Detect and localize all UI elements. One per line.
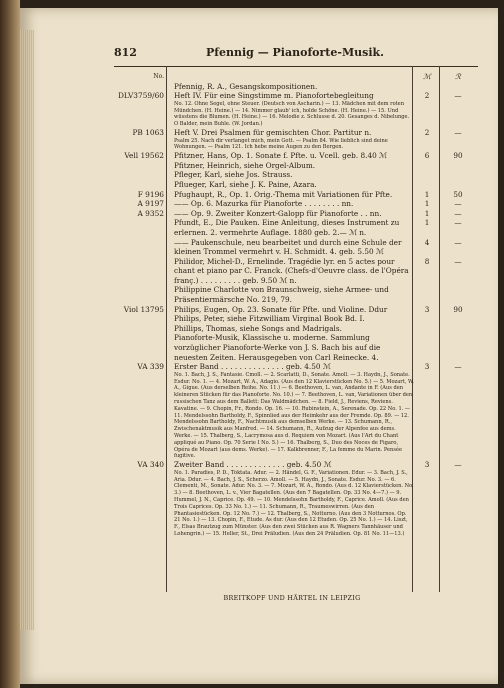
- page-number: 812: [114, 46, 137, 59]
- column-header-row: [114, 72, 478, 82]
- entry-price-pf: [440, 470, 476, 538]
- catalog-entry: [114, 101, 478, 128]
- entry-number: [114, 238, 168, 257]
- entry-number: VA 339: [137, 362, 164, 372]
- entry-price-pf: 90: [453, 151, 463, 161]
- entry-number: [114, 285, 168, 304]
- entry-price-mark: [414, 180, 440, 190]
- entry-number: PB 1063: [132, 127, 164, 137]
- entry-price-mark: [414, 372, 440, 460]
- entry-number: Vell 19562: [124, 151, 164, 161]
- entry-price-mark: [414, 285, 440, 304]
- entry-number: [114, 314, 168, 324]
- entry-text: Philidor, Michel-D., Ernelinde. Tragédie lyr. en 5 actes pour chant et piano par C. Franck. (Chefs-d'Oeuvre class. de l'Opéra franç.) . . . . . . . . . geb. 9.50 ℳ n.: [174, 256, 409, 285]
- entry-price-pf: 50: [453, 189, 463, 199]
- entry-number: VA 340: [137, 460, 164, 470]
- entry-number: [114, 333, 168, 362]
- entry-text: Philippine Charlotte von Braunschweig, siehe Armee- und Präsentiermärsche No. 219, 79.: [174, 285, 389, 305]
- entry-price-mark: 3: [424, 304, 430, 314]
- entry-text: Pfennig, R. A., Gesangskompositionen.: [174, 81, 318, 91]
- column-header-mark: ℳ: [423, 72, 431, 81]
- catalog-entry: [114, 82, 478, 92]
- catalog-entry: [114, 372, 478, 460]
- entry-number: [114, 170, 168, 180]
- entry-price-mark: 3: [424, 460, 430, 470]
- catalog-entry: [114, 180, 478, 190]
- entry-price-mark: [414, 138, 440, 152]
- entry-price-mark: 2: [424, 91, 430, 101]
- entry-price-pf: —: [454, 256, 462, 266]
- entry-price-pf: [440, 333, 476, 362]
- catalog-entry: [114, 305, 478, 315]
- page-header: [114, 46, 494, 62]
- entry-number: [114, 257, 168, 286]
- entry-price-pf: [440, 324, 476, 334]
- entry-number: [114, 101, 168, 128]
- catalog-entry: [114, 362, 478, 372]
- catalog-entry: [114, 238, 478, 257]
- column-header-pf: ℛ: [455, 72, 461, 81]
- entry-price-pf: —: [454, 91, 462, 101]
- entry-price-pf: [440, 82, 476, 92]
- entry-price-pf: —: [454, 127, 462, 137]
- catalog-content: [114, 72, 478, 538]
- entry-text: Zweiter Band . . . . . . . . . . . . . geb. 4.50 ℳ: [174, 460, 332, 470]
- entry-text: No. 12. Ohne Segel, ohne Steuer. (Deutsch von Ascharin.) — 13. Mädchen mit dem roten Mündchen. (H. Heine.) — 14. Nimmer glaub' ich, holde Schöne. (H. Heine.) — 15. Und wüsstens die Blumen. (H. Heine.) — 16. Melodie z. Schlusse d. 20. Gesanges d. Nibelunge. O Balder, mein Buhle. (W. Jordan.): [174, 100, 410, 128]
- entry-price-mark: 1: [424, 218, 430, 228]
- entry-text: —— Paukenschule, neu bearbeitet und durch eine Schule der kleinen Trommel vermehrt v. H. Schmidt. 4. geb. 5.50 ℳ: [174, 237, 402, 257]
- column-header-text: [168, 72, 414, 82]
- entry-text: Pflueger, Karl, siehe J. K. Paine, Azara.: [174, 179, 317, 189]
- entry-price-mark: [414, 470, 440, 538]
- entry-text: No. 1. Paradies, P. D., Toktata. Adur. — 2. Händel, G. F., Variationen. Edur. — 3. Bach, J. S., Aria. Ddur. — 4. Bach, J. S., Scherzo. Amoll. — 5. Haydn, J., Sonate. Esdur. No. 3. — 6. Clementi, M., Sonate. Adur. No. 3. — 7. Mozart, W. A., Rondo. (Aus d. 12 Klavierstücken. No. 3.) — 8. Beethoven, L. v., Vier Bagatellen. (Aus den 7 Bagatellen. Op. 33 No. 4—7.) — 9. Hummel, J. N., Caprice. Op. 49. — 10. Mendelssohn Bartholdy, F., Caprice. Amoll. (Aus den Trois Caprices. Op. 33 No. 1.) — 11. Schumann, R., Traumeswirren. (Aus den Phantasiestücken. Op. 12 No. 7.) — 12. Thalberg, S., Notturno. (Aus den 3 Notturnos. Op. 21 No. 1.) — 13. Chopin, F., Etude. As dur. (Aus den 12 Etuden. Op. 25 No. 1.) — 14. Liszt, F., Elsas Brautzug zum Münster. (Aus den zwei Stücken aus R. Wagners Tannhäuser und Lohengrin.) — 15. Heller, St., Drei Präludien. (Aus den 24 Präludien. Op. 81 No. 11—13.): [174, 469, 414, 537]
- entry-price-mark: [414, 82, 440, 92]
- entry-price-mark: [414, 170, 440, 180]
- entry-number: [114, 161, 168, 171]
- page-edges: [20, 30, 34, 630]
- catalog-entry: [114, 199, 478, 209]
- entry-price-pf: [440, 180, 476, 190]
- catalog-entry: [114, 128, 478, 138]
- entry-price-mark: 1: [424, 189, 430, 199]
- entry-price-mark: 4: [424, 237, 430, 247]
- book-spine: [0, 0, 20, 688]
- entry-price-pf: —: [454, 362, 462, 372]
- entry-text: Philips, Peter, siehe Fitzwilliam Virginal Book Bd. I.: [174, 314, 365, 324]
- entry-number: [114, 82, 168, 92]
- entry-number: F 9196: [137, 189, 164, 199]
- entry-number: [114, 138, 168, 152]
- entry-text: Heft IV. Für eine Singstimme m. Pianofortebegleitung: [174, 91, 374, 101]
- entry-text: Heft V. Drei Psalmen für gemischten Chor. Partitur n.: [174, 127, 372, 137]
- entry-price-mark: 1: [424, 208, 430, 218]
- catalog-entry: [114, 218, 478, 237]
- entry-text: No. 1. Bach, J. S., Fantasie. Cmoll. — 2. Scarlatti, D., Sonate. Amoll. — 3. Haydn, J., Sonate. Esdur. No. 1. — 4. Mozart, W. A., Adagio. (Aus den 12 Klavierstücken No. 5.) — 5. Mozart, W. A., Gigue. (Aus derselben Reihe. No. 11.) — 6. Beethoven, L. van, Andante in F. (Aus den kleineren Stücken für das Pianoforte. No. 10.) — 7. Beethoven, L. van, Variationen über den russischen Tanz aus dem Ballett: Das Waldmädchen. — 8. Field, J., Reviens, Reviens. Kavatine. — 9. Chopin, Fr., Rondo. Op. 16. — 10. Rubinstein, A., Serenade. Op. 22 No. 1. — 11. Mendelssohn Bartholdy, F., Spinnlied aus der Heimkehr aus der Fremde. Op. 89. — 12. Mendelssohn Bartholdy, F., Nachtmusik aus demselben Werke. — 13. Schumann, R., Zwischenaktmusik aus Manfred. — 14. Schumann, R., Aufzug der Alpenfee aus dems. Werke. — 15. Thalberg, S., Lacrymosa aus d. Requiem von Mozart. (Aus l'Art du Chant appliqué au Piano. Op. 70 Serie I No. 5.) — 16. Thalberg, S., Duo des Noces de Figaro, Opéra de Mozart (aus dems. Werke). — 17. Kalkbrenner, F., La femme du Marin. Pensée fugitive.: [174, 371, 414, 460]
- catalog-entry: [114, 257, 478, 286]
- catalog-entry: [114, 161, 478, 171]
- entry-price-mark: 8: [424, 256, 430, 266]
- entry-text: Pfitzner, Hans, Op. 1. Sonate f. Pfte. u. Vcell. geb. 8.40 ℳ: [174, 151, 387, 161]
- entry-price-pf: —: [454, 237, 462, 247]
- entry-text: Philips, Eugen, Op. 23. Sonate für Pfte. und Violine. Ddur: [174, 304, 388, 314]
- entry-text: Pfleger, Karl, siehe Jos. Strauss.: [174, 170, 293, 180]
- entry-price-mark: 3: [424, 362, 430, 372]
- entry-price-pf: —: [454, 199, 462, 209]
- entry-price-pf: —: [454, 460, 462, 470]
- catalog-entry: [114, 285, 478, 304]
- entry-price-mark: [414, 333, 440, 362]
- entry-text: Pfundt, E., Die Pauken. Eine Anleitung, dieses Instrument zu erlernen. 2. vermehrte Auflage. 1880 geb. 2.— ℳ n.: [174, 218, 400, 237]
- entry-number: Viol 13795: [123, 304, 164, 314]
- entry-price-mark: 6: [424, 151, 430, 161]
- catalog-entry: [114, 333, 478, 362]
- entry-price-pf: 90: [453, 304, 463, 314]
- entry-price-pf: [440, 161, 476, 171]
- entry-price-mark: 2: [424, 127, 430, 137]
- entry-price-pf: [440, 285, 476, 304]
- entry-price-pf: —: [454, 218, 462, 228]
- entry-text: —— Op. 6. Mazurka für Pianoforte . . . . . . . . nn.: [174, 199, 354, 209]
- entry-number: [114, 180, 168, 190]
- catalog-entry: [114, 91, 478, 101]
- entry-price-mark: 1: [424, 199, 430, 209]
- entry-number: [114, 372, 168, 460]
- entry-number: A 9197: [137, 199, 164, 209]
- entry-number: [114, 218, 168, 237]
- catalog-entry: [114, 324, 478, 334]
- catalog-entry: [114, 209, 478, 219]
- catalog-entries: [114, 82, 478, 538]
- catalog-entry: [114, 138, 478, 152]
- entry-price-mark: [414, 324, 440, 334]
- entry-text: Pfughaupt, R., Op. 1. Orig.-Thema mit Variationen für Pfte.: [174, 189, 393, 199]
- publisher-footer: BREITKOPF UND HÄRTEL IN LEIPZIG: [223, 594, 361, 602]
- entry-price-mark: [414, 161, 440, 171]
- column-header-no: No.: [153, 73, 164, 80]
- entry-price-mark: [414, 101, 440, 128]
- entry-price-pf: —: [454, 208, 462, 218]
- entry-price-pf: [440, 101, 476, 128]
- catalog-entry: [114, 170, 478, 180]
- entry-price-pf: [440, 314, 476, 324]
- catalog-entry: [114, 470, 478, 538]
- entry-number: [114, 324, 168, 334]
- entry-price-pf: [440, 138, 476, 152]
- entry-text: Pianoforte-Musik, Klassische u. moderne. Sammlung vorzüglicher Pianoforte-Werke von J. S. Bach bis auf die neuesten Zeiten. Herausgegeben von Carl Reinecke. 4.: [174, 333, 381, 362]
- entry-text: Pfitzner, Heinrich, siehe Orgel-Album.: [174, 160, 316, 170]
- entry-price-mark: [414, 314, 440, 324]
- entry-number: A 9352: [137, 208, 164, 218]
- entry-text: Erster Band . . . . . . . . . . . . . . geb. 4.50 ℳ: [174, 362, 331, 372]
- catalog-entry: [114, 460, 478, 470]
- catalog-entry: [114, 314, 478, 324]
- catalog-entry: [114, 190, 478, 200]
- entry-number: DLV3759/60: [118, 91, 164, 101]
- entry-text: Psalm 25. Nach dir verlanget mich, mein Gott. — Psalm 84. Wie lieblich sind deine Wohnungen. — Psalm 121. Ich hebe meine Augen zu den Bergen.: [174, 137, 388, 151]
- entry-price-pf: [440, 372, 476, 460]
- page-title: Pfennig — Pianoforte-Musik.: [206, 46, 384, 59]
- entry-text: —— Op. 9. Zweiter Konzert-Galopp für Pianoforte . . nn.: [174, 208, 382, 218]
- entry-price-pf: [440, 170, 476, 180]
- entry-text: Phillips, Thomas, siehe Songs and Madrigals.: [174, 323, 342, 333]
- catalog-entry: [114, 151, 478, 161]
- entry-number: [114, 470, 168, 538]
